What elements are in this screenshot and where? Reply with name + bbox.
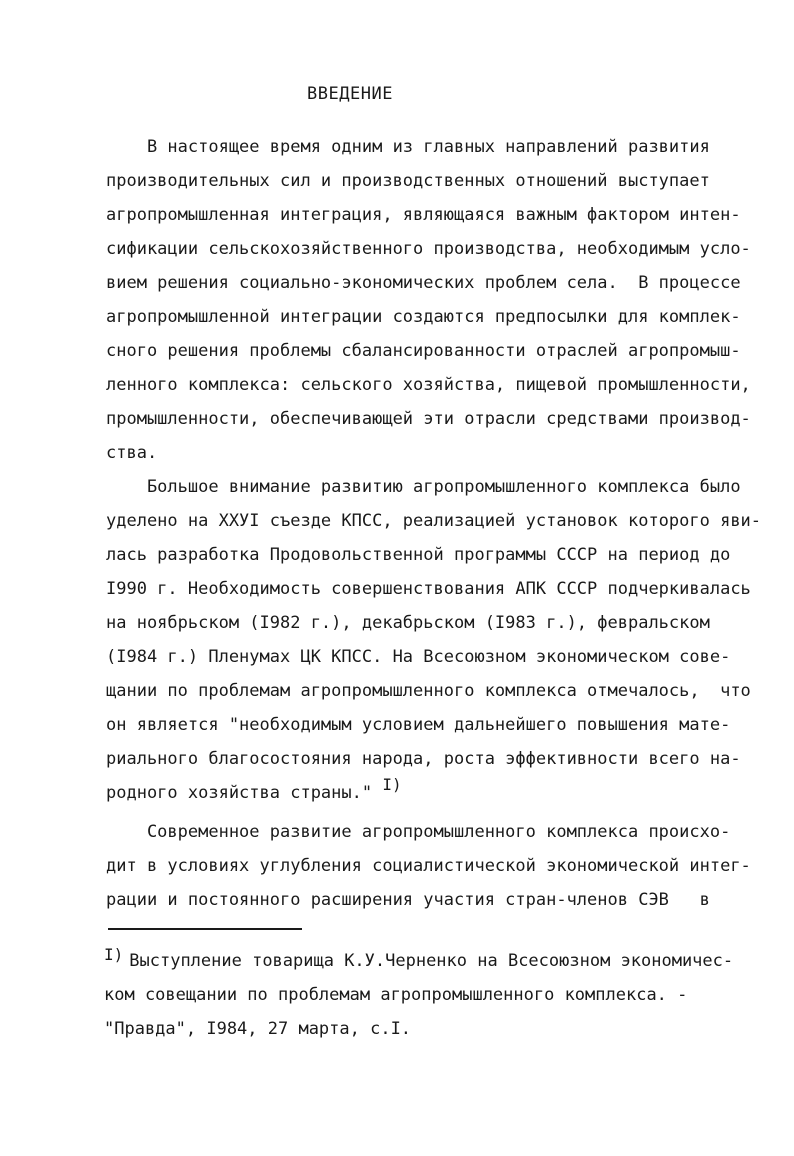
footnote-line	[104, 944, 754, 978]
footnote-reference: I)	[382, 775, 402, 794]
text-line: Современное развитие агропромышленного комплекса происхо-	[106, 822, 731, 842]
text-line: агропромышленная интеграция, являющаяся важным фактором интен-	[106, 205, 741, 225]
paragraph-congress	[106, 470, 762, 810]
text-line: промышленности, обеспечивающей эти отрасли средствами производ-	[106, 409, 751, 429]
text-line: вием решения социально-экономических проблем села. В процессе	[106, 273, 741, 293]
text-line: рации и постоянного расширения участия стран-членов СЭВ в	[106, 890, 710, 910]
text-line: агропромышленной интеграции создаются предпосылки для комплек-	[106, 307, 741, 327]
page-title: ВВЕДЕНИЕ	[307, 84, 393, 104]
paragraph-intro	[106, 130, 756, 470]
footnote-line: "Правда", I984, 27 марта, с.I.	[104, 1019, 412, 1039]
text-line: (I984 г.) Пленумах ЦК КПСС. На Всесоюзном экономическом сове-	[106, 647, 731, 667]
footnote-line: ком совещании по проблемам агропромышленного комплекса. -	[104, 985, 688, 1005]
text-line: на ноябрьском (I982 г.), декабрьском (I983 г.), февральском	[106, 613, 710, 633]
text-line: он является "необходимым условием дальнейшего повышения мате-	[106, 715, 731, 735]
text-line: ленного комплекса: сельского хозяйства, пищевой промышленности,	[106, 375, 751, 395]
text-line: дит в условиях углубления социалистической экономической интег-	[106, 856, 751, 876]
text-line: ства.	[106, 443, 158, 463]
text-line: сного решения проблемы сбалансированности отраслей агропромыш-	[106, 341, 741, 361]
text-line: уделено на ХХУI съезде КПСС, реализацией установок которого яви-	[106, 511, 762, 531]
text-line: производительных сил и производственных отношений выступает	[106, 171, 710, 191]
text-line: I990 г. Необходимость совершенствования АПК СССР подчеркивалась	[106, 579, 751, 599]
paragraph-integration	[106, 815, 756, 917]
text-line: лась разработка Продовольственной программы СССР на период до	[106, 545, 731, 565]
text-line: Большое внимание развитию агропромышленного комплекса было	[106, 477, 741, 497]
text-line: сификации сельскохозяйственного производства, необходимым усло-	[106, 239, 751, 259]
text-line: щании по проблемам агропромышленного комплекса отмечалось, что	[106, 681, 751, 701]
footnote	[104, 944, 754, 1046]
text-line: риального благосостояния народа, роста эффективности всего на-	[106, 749, 741, 769]
footnote-mark: I)	[104, 945, 124, 964]
footnote-text: Выступление товарища К.У.Черненко на Всесоюзном экономичес-	[129, 951, 734, 971]
footnote-divider	[108, 928, 302, 930]
text-line: В настоящее время одним из главных направлений развития	[106, 137, 710, 157]
text-line-last	[106, 776, 756, 810]
text-line-last-content: родного хозяйства страны."	[106, 783, 383, 803]
